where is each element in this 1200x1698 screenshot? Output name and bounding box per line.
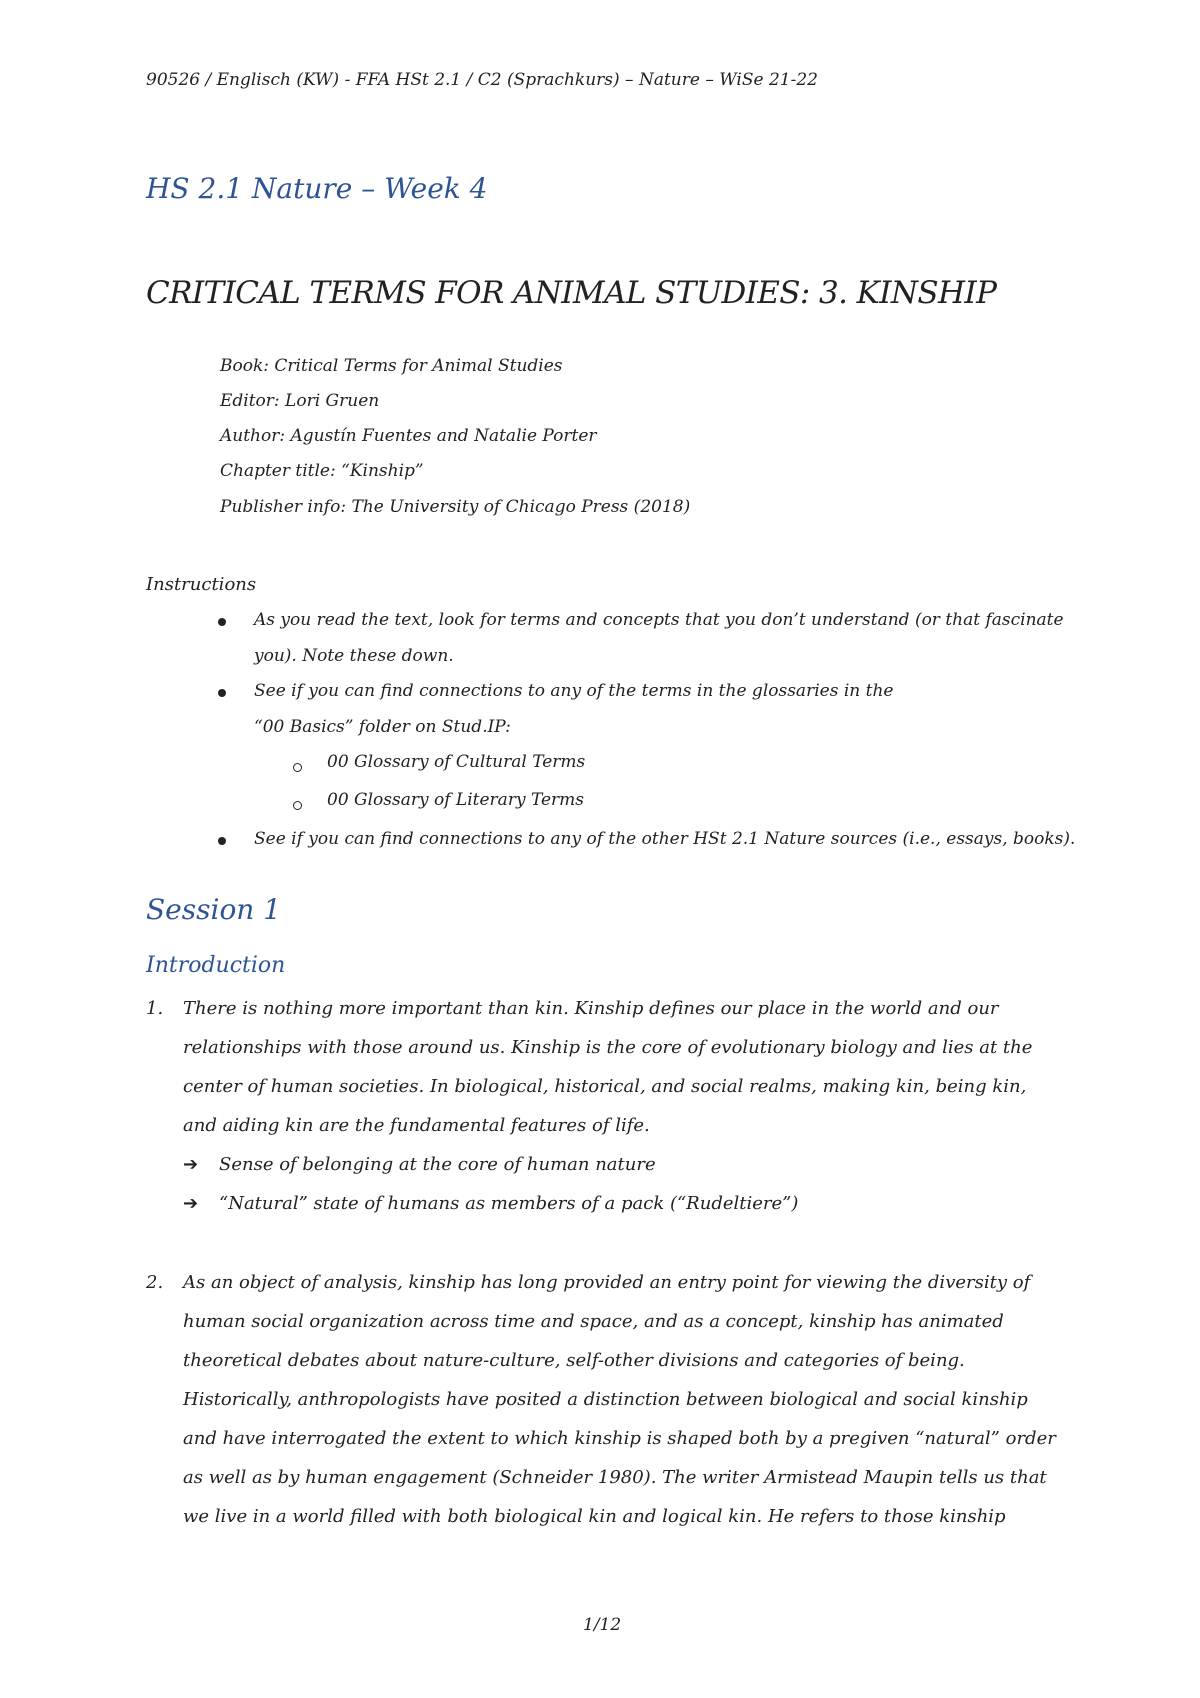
list-item-continuation: “00 Basics” folder on Stud.IP: bbox=[254, 717, 511, 737]
paragraph-line: As an object of analysis, kinship has long provided an entry point for viewing the diversity of bbox=[183, 1272, 1031, 1293]
paragraph-line: and aiding kin are the fundamental features of life. bbox=[183, 1115, 650, 1136]
list-item: See if you can find connections to any of the terms in the glossaries in the bbox=[254, 681, 894, 701]
bullet-dot-icon bbox=[218, 618, 226, 626]
note-item: “Natural” state of humans as members of a pack (“Rudeltiere”) bbox=[219, 1193, 799, 1214]
arrow-right-icon: ➔ bbox=[183, 1193, 199, 1214]
session-heading: Session 1 bbox=[146, 893, 282, 926]
page-number: 1/12 bbox=[583, 1615, 622, 1635]
paragraph-line: theoretical debates about nature-culture, self-other divisions and categories of being. bbox=[183, 1350, 965, 1371]
metadata-editor: Editor: Lori Gruen bbox=[220, 391, 380, 411]
section-subheading: Introduction bbox=[146, 953, 286, 978]
note-item: Sense of belonging at the core of human nature bbox=[219, 1154, 656, 1175]
hollow-circle-icon bbox=[293, 763, 302, 772]
bullet-dot-icon bbox=[218, 689, 226, 697]
paragraph-line: There is nothing more important than kin. Kinship defines our place in the world and our bbox=[183, 998, 999, 1019]
running-header: 90526 / Englisch (KW) - FFA HSt 2.1 / C2 (Sprachkurs) – Nature – WiSe 21-22 bbox=[146, 70, 818, 90]
metadata-book: Book: Critical Terms for Animal Studies bbox=[220, 356, 563, 376]
paragraph-line: and have interrogated the extent to which kinship is shaped both by a pregiven “natural” order bbox=[183, 1428, 1056, 1449]
hollow-circle-icon bbox=[293, 801, 302, 810]
paragraph-line: as well as by human engagement (Schneider 1980). The writer Armistead Maupin tells us that bbox=[183, 1467, 1047, 1488]
instructions-label: Instructions bbox=[146, 574, 257, 595]
list-item: As you read the text, look for terms and concepts that you don’t understand (or that fascinate bbox=[254, 610, 1064, 630]
metadata-author: Author: Agustín Fuentes and Natalie Porter bbox=[220, 426, 597, 446]
paragraph-number: 1. bbox=[146, 998, 164, 1019]
list-item: See if you can find connections to any of the other HSt 2.1 Nature sources (i.e., essays, books). bbox=[254, 829, 1076, 849]
sub-list-item: 00 Glossary of Literary Terms bbox=[327, 790, 585, 810]
paragraph-line: we live in a world filled with both biological kin and logical kin. He refers to those kinship bbox=[183, 1506, 1006, 1527]
metadata-publisher: Publisher info: The University of Chicago Press (2018) bbox=[220, 497, 691, 517]
list-item-continuation: you). Note these down. bbox=[254, 646, 454, 666]
paragraph-line: human social organization across time and space, and as a concept, kinship has animated bbox=[183, 1311, 1004, 1332]
bullet-dot-icon bbox=[218, 837, 226, 845]
paragraph-line: center of human societies. In biological, historical, and social realms, making kin, being kin, bbox=[183, 1076, 1027, 1097]
sub-list-item: 00 Glossary of Cultural Terms bbox=[327, 752, 586, 772]
paragraph-line: relationships with those around us. Kinship is the core of evolutionary biology and lies at the bbox=[183, 1037, 1033, 1058]
paragraph-line: Historically, anthropologists have posited a distinction between biological and social kinship bbox=[183, 1389, 1028, 1410]
document-title: HS 2.1 Nature – Week 4 bbox=[146, 172, 488, 205]
arrow-right-icon: ➔ bbox=[183, 1154, 199, 1175]
metadata-chapter-title: Chapter title: “Kinship” bbox=[220, 461, 424, 481]
paragraph-number: 2. bbox=[146, 1272, 164, 1293]
chapter-heading: CRITICAL TERMS FOR ANIMAL STUDIES: 3. KINSHIP bbox=[146, 275, 997, 311]
